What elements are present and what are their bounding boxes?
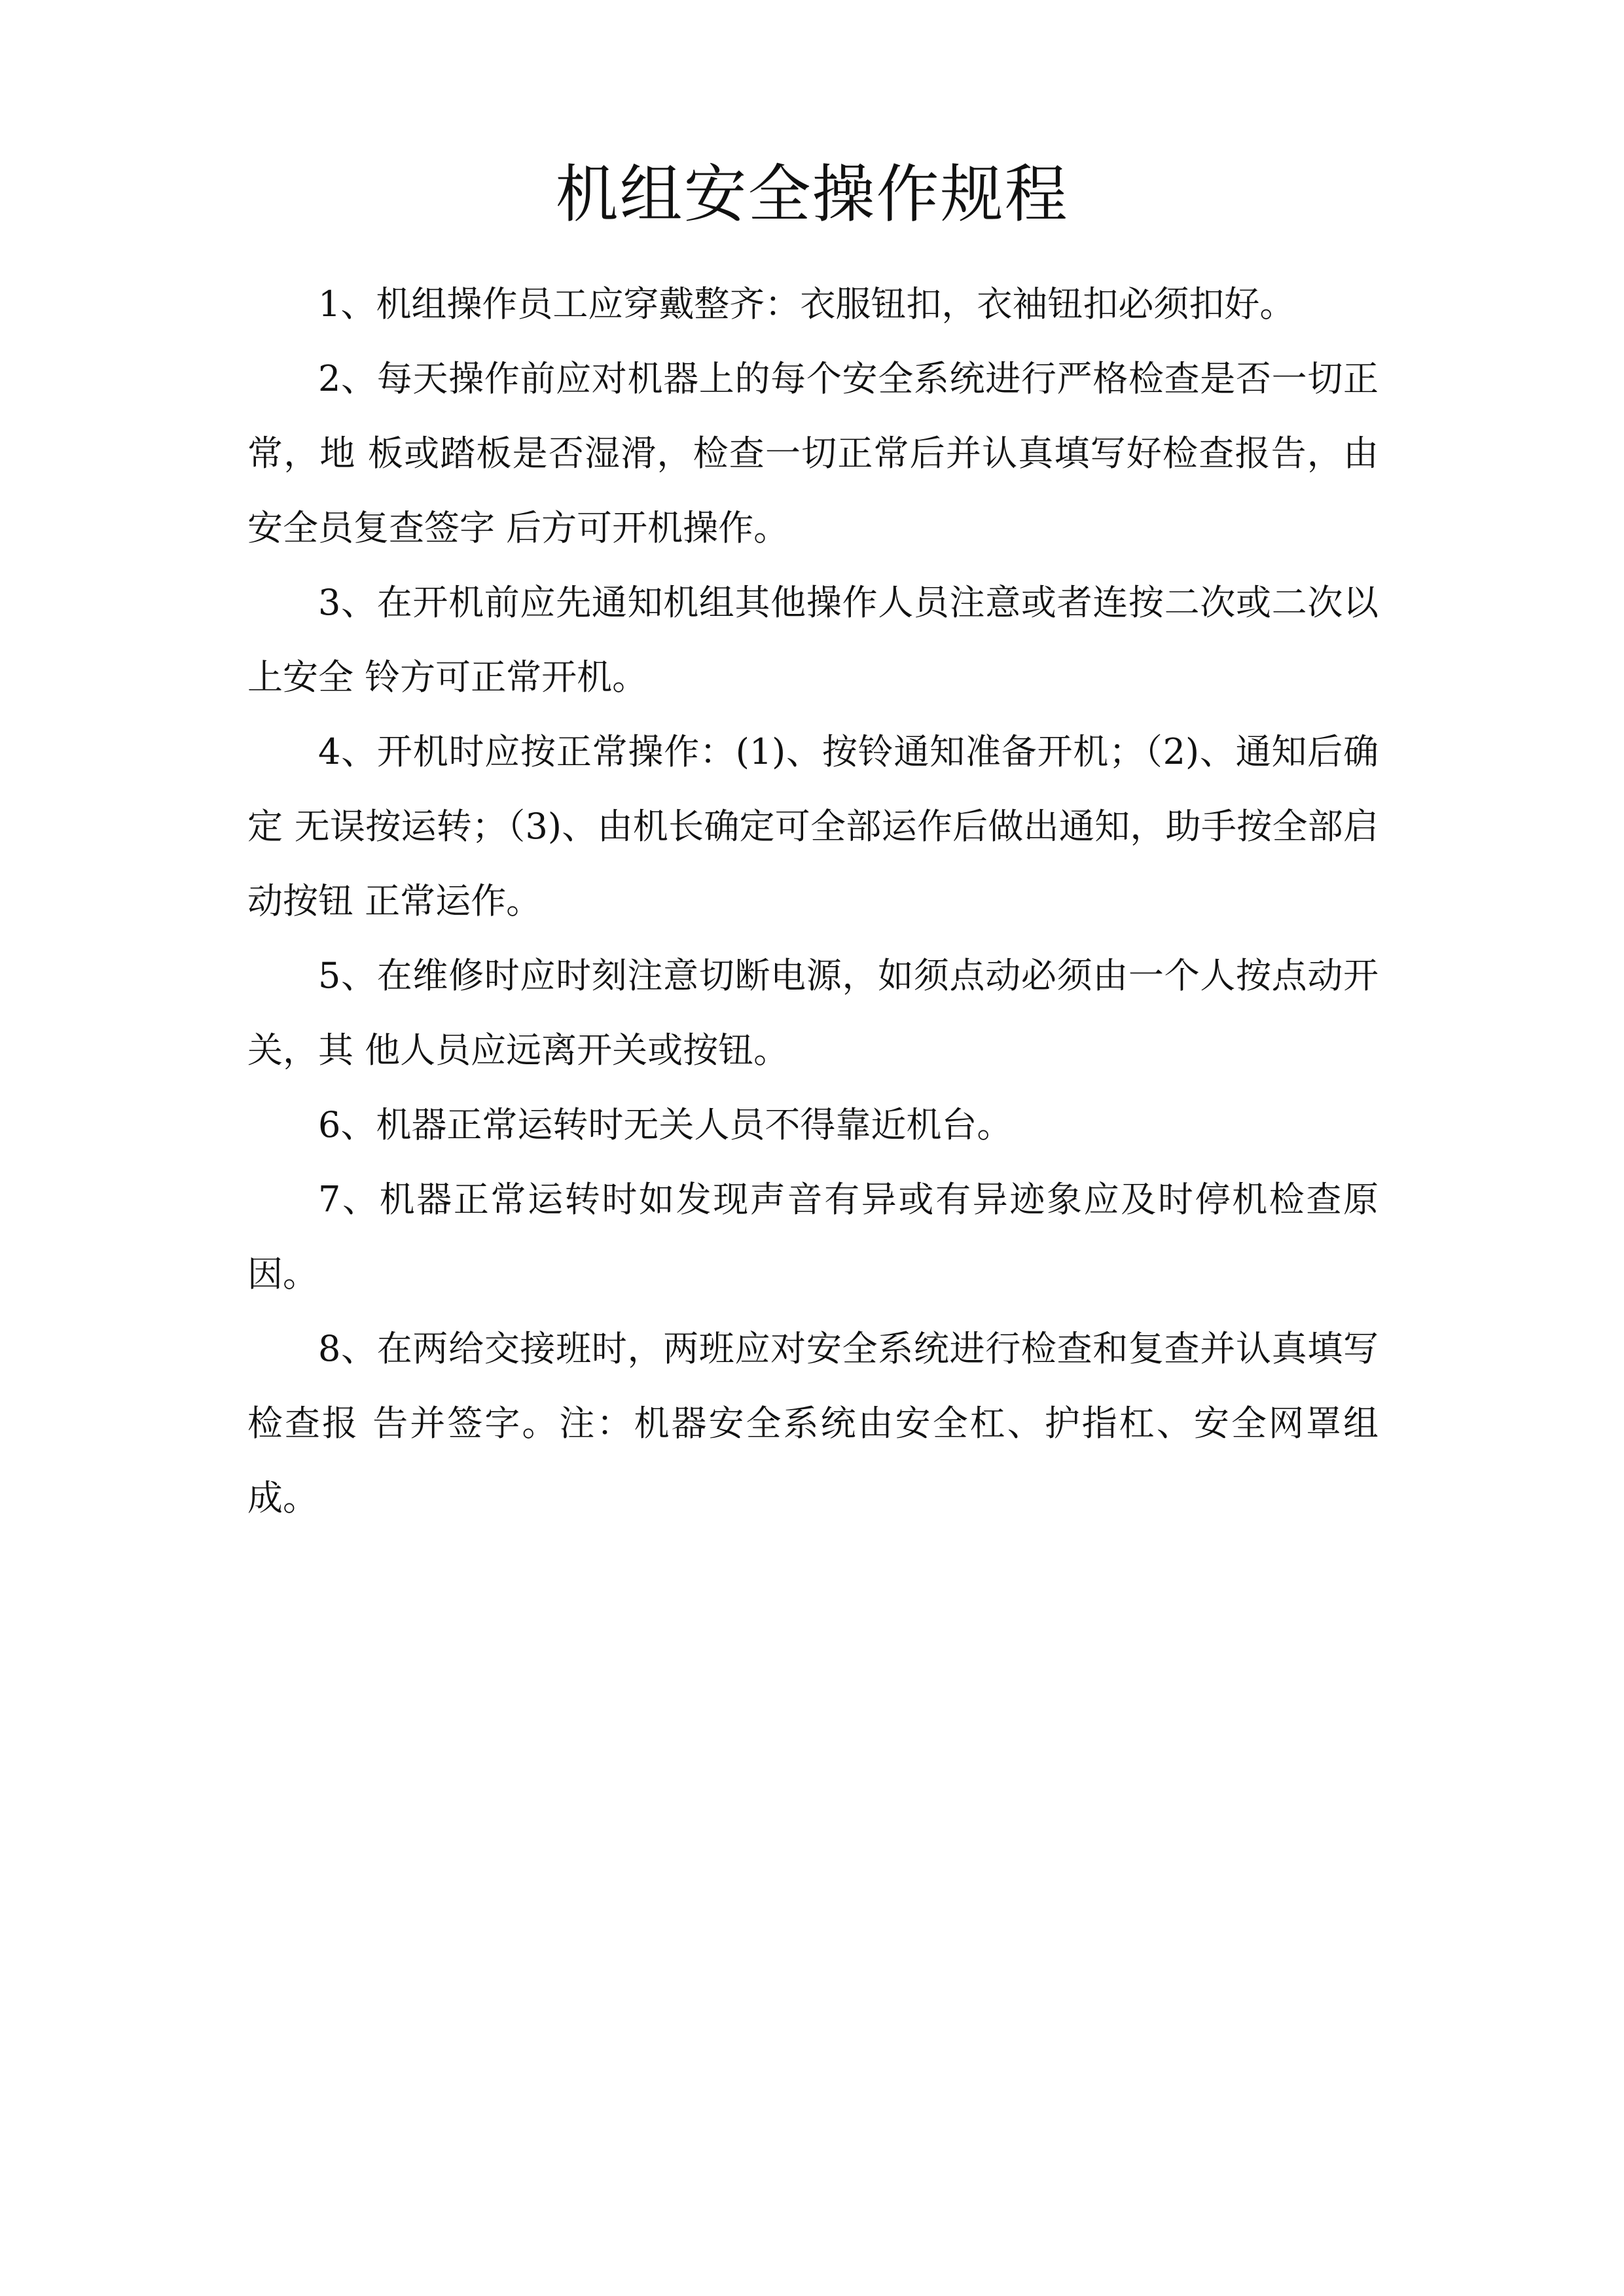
rule-paragraph-1: 1、机组操作员工应穿戴整齐：衣服钮扣，衣袖钮扣必须扣好。 [318,283,1295,325]
rule-paragraph-4: 4、开机时应按正常操作：(1)、按铃通知准备开机；（2)、通知后确定 无误按运转；（3)、由机长确定可全部运作后做出通知，助手按全部启动按钮 正常运作。 [247,731,1379,922]
rule-paragraph-8: 8、在两给交接班时，两班应对安全系统进行检查和复查并认真填写检查报 告并签字。注：机器安全系统由安全杠、护指杠、安全网罩组成。 [247,1328,1379,1518]
rule-paragraph-2: 2、每天操作前应对机器上的每个安全系统进行严格检查是否一切正常，地 板或踏板是否湿滑，检查一切正常后并认真填写好检查报告，由安全员复查签字 后方可开机操作。 [247,358,1379,548]
rule-paragraph-7: 7、机器正常运转时如发现声音有异或有异迹象应及时停机检查原因。 [247,1179,1379,1295]
rules-body [247,267,1379,1535]
rule-paragraph-3: 3、在开机前应先通知机组其他操作人员注意或者连按二次或二次以上安全 铃方可正常开机。 [247,582,1379,698]
document-title: 机组安全操作规程 [555,158,1069,231]
rule-paragraph-6: 6、机器正常运转时无关人员不得靠近机台。 [318,1104,1013,1145]
rule-paragraph-5: 5、在维修时应时刻注意切断电源，如须点动必须由一个人按点动开关，其 他人员应远离开关或按钮。 [247,955,1379,1071]
